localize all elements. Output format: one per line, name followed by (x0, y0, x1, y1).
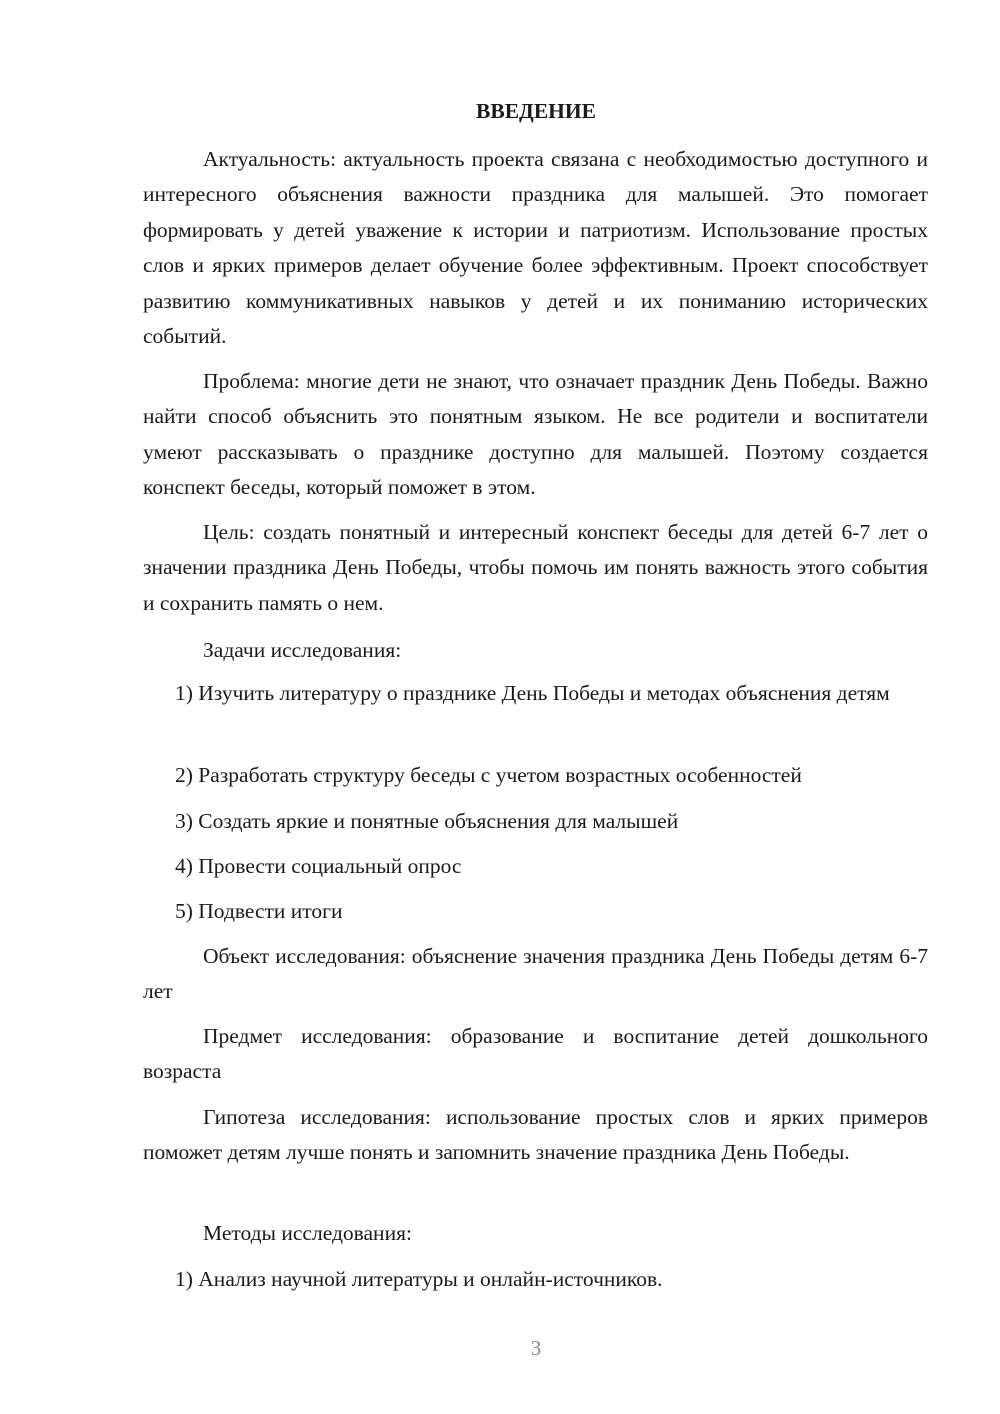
goal-paragraph-block (143, 515, 928, 621)
object-paragraph-block (143, 939, 928, 1010)
section-title: ВВЕДЕНИЕ (476, 99, 596, 123)
hypothesis-paragraph: Гипотеза исследования: использование простых слов и ярких примеров поможет детям лучше понять и запомнить значение праздника День Победы. (143, 1105, 928, 1165)
task-item-2: 2) Разработать структуру беседы с учетом возрастных особенностей (175, 763, 802, 787)
methods-heading: Методы исследования: (203, 1221, 412, 1245)
hypothesis-paragraph-block (143, 1100, 928, 1171)
task-item-5: 5) Подвести итоги (175, 899, 343, 923)
task-item-4: 4) Провести социальный опрос (175, 854, 462, 878)
task-item-1-block (143, 676, 928, 711)
tasks-heading: Задачи исследования: (203, 638, 402, 662)
subject-paragraph-block (143, 1019, 928, 1090)
goal-paragraph: Цель: создать понятный и интересный конспект беседы для детей 6-7 лет о значении праздника День Победы, чтобы помочь им понять важность этого события и сохранить память о нем. (143, 520, 928, 615)
subject-paragraph: Предмет исследования: образование и воспитание детей дошкольного возраста (143, 1024, 928, 1084)
task-item-3: 3) Создать яркие и понятные объяснения для малышей (175, 809, 679, 833)
task-item-1: 1) Изучить литературу о празднике День Победы и методах объяснения детям (175, 681, 890, 705)
relevance-paragraph-block (143, 142, 928, 354)
problem-paragraph-block (143, 364, 928, 506)
problem-paragraph: Проблема: многие дети не знают, что означает праздник День Победы. Важно найти способ объяснить это понятным языком. Не все родители и воспитатели умеют рассказывать о празднике доступно для малышей. Поэтому создается конспект беседы, который поможет в этом. (143, 369, 928, 500)
page-number: 3 (530, 1336, 542, 1360)
method-item-1: 1) Анализ научной литературы и онлайн-источников. (175, 1267, 663, 1291)
object-paragraph: Объект исследования: объяснение значения праздника День Победы детям 6-7 лет (143, 944, 928, 1004)
relevance-paragraph: Актуальность: актуальность проекта связана с необходимостью доступного и интересного объяснения важности праздника для малышей. Это помогает формировать у детей уважение к истории и патриотизм. Использование простых слов и ярких примеров делает обучение более эффективным. Проект способствует развитию коммуникативных навыков у детей и их пониманию исторических событий. (143, 147, 928, 349)
